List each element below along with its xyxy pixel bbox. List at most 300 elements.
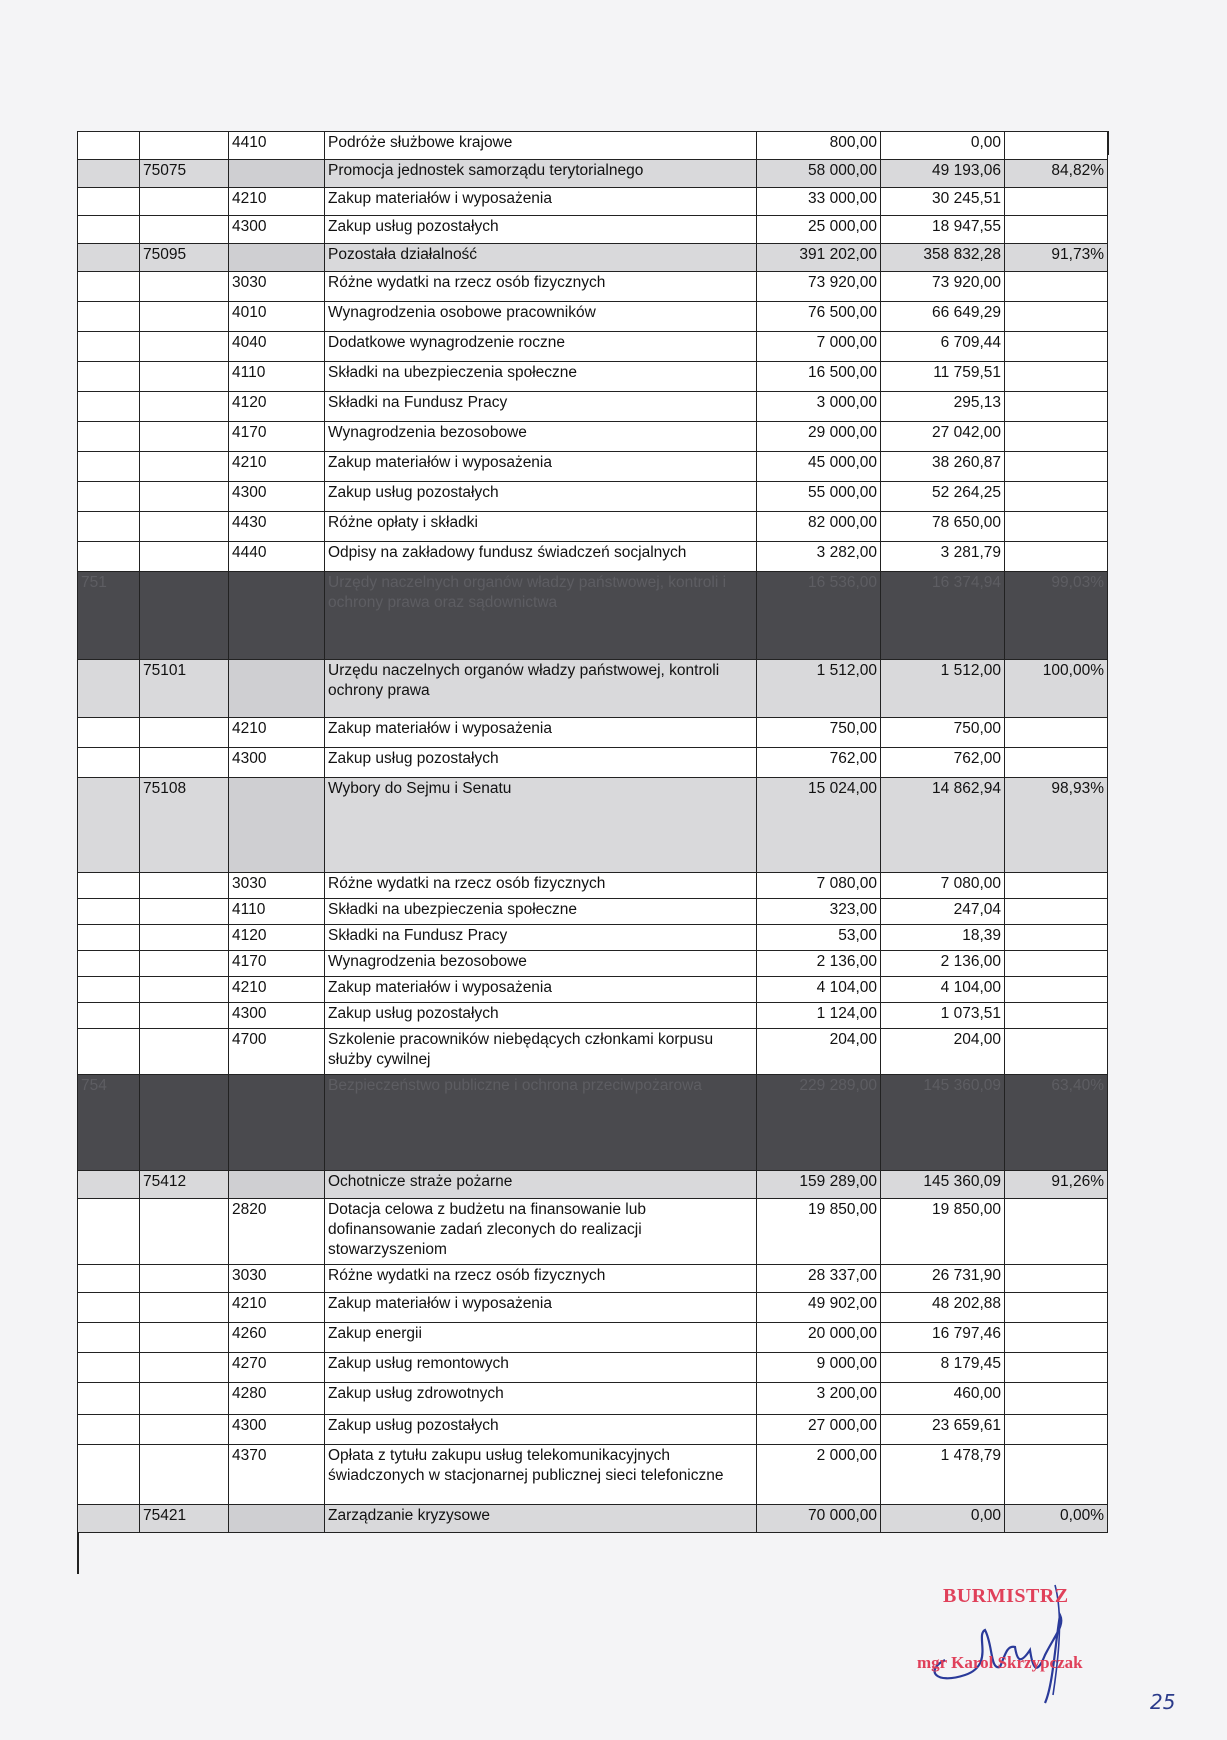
division-code-cell <box>78 216 140 244</box>
percent-cell <box>1005 718 1108 748</box>
plan-amount-cell: 25 000,00 <box>757 216 881 244</box>
description-cell: Składki na ubezpieczenia społeczne <box>325 362 757 392</box>
table-row <box>78 302 1108 332</box>
plan-amount-cell: 391 202,00 <box>757 244 881 272</box>
table-row <box>78 482 1108 512</box>
division-code-cell <box>78 1353 140 1383</box>
section-code-cell <box>140 1383 229 1415</box>
paragraph-code-cell: 4210 <box>229 1293 325 1323</box>
description-cell: Zakup usług pozostałych <box>325 482 757 512</box>
percent-cell <box>1005 482 1108 512</box>
percent-cell <box>1005 302 1108 332</box>
executed-amount-cell: 19 850,00 <box>881 1199 1005 1265</box>
paragraph-code-cell <box>229 778 325 873</box>
executed-amount-cell: 49 193,06 <box>881 160 1005 188</box>
division-code-cell <box>78 899 140 925</box>
executed-amount-cell: 1 073,51 <box>881 1003 1005 1029</box>
division-code-cell <box>78 1445 140 1505</box>
paragraph-code-cell: 4120 <box>229 925 325 951</box>
executed-amount-cell: 18,39 <box>881 925 1005 951</box>
description-cell: Dotacja celowa z budżetu na finansowanie lub dofinansowanie zadań zleconych do realizacji stowarzyszeniom <box>325 1199 757 1265</box>
section-code-cell <box>140 572 229 660</box>
plan-amount-cell: 204,00 <box>757 1029 881 1075</box>
stamp-name: mgr Karol Skrzypczak <box>917 1653 1083 1672</box>
executed-amount-cell: 204,00 <box>881 1029 1005 1075</box>
budget-table <box>77 131 1108 1533</box>
executed-amount-cell: 23 659,61 <box>881 1415 1005 1445</box>
paragraph-code-cell: 3030 <box>229 873 325 899</box>
plan-amount-cell: 3 282,00 <box>757 542 881 572</box>
description-cell: Różne opłaty i składki <box>325 512 757 542</box>
plan-amount-cell: 55 000,00 <box>757 482 881 512</box>
percent-cell: 91,26% <box>1005 1171 1108 1199</box>
plan-amount-cell: 70 000,00 <box>757 1505 881 1533</box>
section-code-cell <box>140 132 229 160</box>
paragraph-code-cell <box>229 660 325 718</box>
division-code-cell <box>78 1003 140 1029</box>
percent-cell <box>1005 1029 1108 1075</box>
paragraph-code-cell: 4280 <box>229 1383 325 1415</box>
percent-cell <box>1005 1199 1108 1265</box>
description-cell: Zakup usług pozostałych <box>325 216 757 244</box>
percent-cell <box>1005 422 1108 452</box>
subsection-row <box>78 160 1108 188</box>
division-code-cell <box>78 332 140 362</box>
percent-cell <box>1005 188 1108 216</box>
subsection-row <box>78 778 1108 873</box>
description-cell: Wynagrodzenia bezosobowe <box>325 422 757 452</box>
section-code-cell <box>140 1265 229 1293</box>
subsection-row <box>78 244 1108 272</box>
description-cell: Zakup usług pozostałych <box>325 748 757 778</box>
paragraph-code-cell: 4700 <box>229 1029 325 1075</box>
section-code-cell <box>140 1323 229 1353</box>
plan-amount-cell: 750,00 <box>757 718 881 748</box>
description-cell: Promocja jednostek samorządu terytorialnego <box>325 160 757 188</box>
section-code-cell <box>140 1199 229 1265</box>
percent-cell: 91,73% <box>1005 244 1108 272</box>
description-cell: Różne wydatki na rzecz osób fizycznych <box>325 873 757 899</box>
paragraph-code-cell: 3030 <box>229 272 325 302</box>
plan-amount-cell: 82 000,00 <box>757 512 881 542</box>
executed-amount-cell: 0,00 <box>881 1505 1005 1533</box>
section-code-cell <box>140 1445 229 1505</box>
table-row <box>78 925 1108 951</box>
paragraph-code-cell: 4040 <box>229 332 325 362</box>
section-code-cell <box>140 1003 229 1029</box>
section-code-cell: 75108 <box>140 778 229 873</box>
section-code-cell <box>140 1415 229 1445</box>
table-row <box>78 1293 1108 1323</box>
division-code-cell <box>78 1029 140 1075</box>
table-row <box>78 1029 1108 1075</box>
paragraph-code-cell: 2820 <box>229 1199 325 1265</box>
section-code-cell <box>140 216 229 244</box>
section-code-cell <box>140 362 229 392</box>
subsection-row <box>78 660 1108 718</box>
paragraph-code-cell: 4120 <box>229 392 325 422</box>
division-code-cell <box>78 160 140 188</box>
percent-cell <box>1005 512 1108 542</box>
plan-amount-cell: 7 080,00 <box>757 873 881 899</box>
executed-amount-cell: 14 862,94 <box>881 778 1005 873</box>
paragraph-code-cell <box>229 1505 325 1533</box>
table-row <box>78 977 1108 1003</box>
description-cell: Zakup usług zdrowotnych <box>325 1383 757 1415</box>
paragraph-code-cell: 4370 <box>229 1445 325 1505</box>
plan-amount-cell: 762,00 <box>757 748 881 778</box>
plan-amount-cell: 33 000,00 <box>757 188 881 216</box>
division-code-cell <box>78 132 140 160</box>
plan-amount-cell: 7 000,00 <box>757 332 881 362</box>
percent-cell <box>1005 332 1108 362</box>
executed-amount-cell: 145 360,09 <box>881 1075 1005 1171</box>
percent-cell <box>1005 1003 1108 1029</box>
paragraph-code-cell: 4110 <box>229 899 325 925</box>
plan-amount-cell: 76 500,00 <box>757 302 881 332</box>
executed-amount-cell: 38 260,87 <box>881 452 1005 482</box>
division-code-cell <box>78 302 140 332</box>
description-cell: Bezpieczeństwo publiczne i ochrona przeciwpożarowa <box>325 1075 757 1171</box>
division-code-cell <box>78 482 140 512</box>
paragraph-code-cell <box>229 1075 325 1171</box>
description-cell: Składki na Fundusz Pracy <box>325 925 757 951</box>
percent-cell <box>1005 951 1108 977</box>
plan-amount-cell: 27 000,00 <box>757 1415 881 1445</box>
section-code-cell <box>140 392 229 422</box>
table-row <box>78 1445 1108 1505</box>
division-code-cell <box>78 778 140 873</box>
paragraph-code-cell <box>229 1171 325 1199</box>
table-row <box>78 1323 1108 1353</box>
percent-cell <box>1005 132 1108 160</box>
percent-cell: 100,00% <box>1005 660 1108 718</box>
plan-amount-cell: 323,00 <box>757 899 881 925</box>
executed-amount-cell: 16 374,94 <box>881 572 1005 660</box>
executed-amount-cell: 247,04 <box>881 899 1005 925</box>
section-code-cell <box>140 272 229 302</box>
section-code-cell <box>140 1353 229 1383</box>
description-cell: Zakup materiałów i wyposażenia <box>325 977 757 1003</box>
plan-amount-cell: 16 500,00 <box>757 362 881 392</box>
table-row <box>78 1353 1108 1383</box>
section-code-cell: 75101 <box>140 660 229 718</box>
executed-amount-cell: 27 042,00 <box>881 422 1005 452</box>
table-row <box>78 1199 1108 1265</box>
table-row <box>78 542 1108 572</box>
paragraph-code-cell: 4170 <box>229 422 325 452</box>
percent-cell <box>1005 1265 1108 1293</box>
percent-cell: 0,00% <box>1005 1505 1108 1533</box>
plan-amount-cell: 229 289,00 <box>757 1075 881 1171</box>
description-cell: Różne wydatki na rzecz osób fizycznych <box>325 272 757 302</box>
paragraph-code-cell: 4270 <box>229 1353 325 1383</box>
executed-amount-cell: 2 136,00 <box>881 951 1005 977</box>
paragraph-code-cell: 4300 <box>229 1415 325 1445</box>
description-cell: Podróże służbowe krajowe <box>325 132 757 160</box>
executed-amount-cell: 8 179,45 <box>881 1353 1005 1383</box>
executed-amount-cell: 4 104,00 <box>881 977 1005 1003</box>
executed-amount-cell: 1 478,79 <box>881 1445 1005 1505</box>
table-row <box>78 873 1108 899</box>
paragraph-code-cell: 4170 <box>229 951 325 977</box>
percent-cell: 84,82% <box>1005 160 1108 188</box>
description-cell: Zakup usług pozostałych <box>325 1415 757 1445</box>
paragraph-code-cell: 4300 <box>229 748 325 778</box>
table-row <box>78 1383 1108 1415</box>
table-row <box>78 748 1108 778</box>
table-row <box>78 1415 1108 1445</box>
division-code-cell <box>78 1199 140 1265</box>
section-code-cell <box>140 718 229 748</box>
table-row <box>78 188 1108 216</box>
description-cell: Zakup usług remontowych <box>325 1353 757 1383</box>
description-cell: Szkolenie pracowników niebędących członkami korpusu służby cywilnej <box>325 1029 757 1075</box>
section-code-cell <box>140 452 229 482</box>
section-code-cell <box>140 542 229 572</box>
table-row <box>78 951 1108 977</box>
division-code-cell <box>78 660 140 718</box>
description-cell: Zakup materiałów i wyposażenia <box>325 188 757 216</box>
division-code-cell <box>78 512 140 542</box>
table-row <box>78 718 1108 748</box>
paragraph-code-cell: 4260 <box>229 1323 325 1353</box>
section-code-cell: 75421 <box>140 1505 229 1533</box>
paragraph-code-cell: 4210 <box>229 188 325 216</box>
percent-cell <box>1005 272 1108 302</box>
plan-amount-cell: 3 000,00 <box>757 392 881 422</box>
table-row <box>78 452 1108 482</box>
division-code-cell <box>78 1383 140 1415</box>
signature-stamp <box>905 1575 1105 1695</box>
section-code-cell: 75075 <box>140 160 229 188</box>
percent-cell <box>1005 1353 1108 1383</box>
table-row <box>78 216 1108 244</box>
executed-amount-cell: 52 264,25 <box>881 482 1005 512</box>
paragraph-code-cell: 4410 <box>229 132 325 160</box>
plan-amount-cell: 45 000,00 <box>757 452 881 482</box>
percent-cell <box>1005 216 1108 244</box>
executed-amount-cell: 145 360,09 <box>881 1171 1005 1199</box>
section-code-cell <box>140 332 229 362</box>
plan-amount-cell: 15 024,00 <box>757 778 881 873</box>
description-cell: Opłata z tytułu zakupu usług telekomunikacyjnych świadczonych w stacjonarnej publicznej sieci telefoniczne <box>325 1445 757 1505</box>
division-code-cell <box>78 452 140 482</box>
division-code-cell <box>78 188 140 216</box>
division-code-cell <box>78 1323 140 1353</box>
executed-amount-cell: 460,00 <box>881 1383 1005 1415</box>
plan-amount-cell: 16 536,00 <box>757 572 881 660</box>
percent-cell <box>1005 1383 1108 1415</box>
subsection-row <box>78 1171 1108 1199</box>
paragraph-code-cell: 4300 <box>229 482 325 512</box>
stamp-title: BURMISTRZ <box>943 1585 1069 1607</box>
executed-amount-cell: 30 245,51 <box>881 188 1005 216</box>
percent-cell <box>1005 748 1108 778</box>
description-cell: Urzędy naczelnych organów władzy państwowej, kontroli i ochrony prawa oraz sądownictwa <box>325 572 757 660</box>
division-code-cell <box>78 422 140 452</box>
plan-amount-cell: 159 289,00 <box>757 1171 881 1199</box>
division-code-cell <box>78 392 140 422</box>
executed-amount-cell: 66 649,29 <box>881 302 1005 332</box>
executed-amount-cell: 16 797,46 <box>881 1323 1005 1353</box>
plan-amount-cell: 28 337,00 <box>757 1265 881 1293</box>
plan-amount-cell: 29 000,00 <box>757 422 881 452</box>
executed-amount-cell: 295,13 <box>881 392 1005 422</box>
section-code-cell <box>140 1029 229 1075</box>
percent-cell <box>1005 362 1108 392</box>
section-code-cell <box>140 951 229 977</box>
plan-amount-cell: 19 850,00 <box>757 1199 881 1265</box>
division-code-cell: 751 <box>78 572 140 660</box>
paragraph-code-cell: 4300 <box>229 1003 325 1029</box>
table-row <box>78 512 1108 542</box>
description-cell: Składki na ubezpieczenia społeczne <box>325 899 757 925</box>
section-code-cell <box>140 188 229 216</box>
description-cell: Wynagrodzenia osobowe pracowników <box>325 302 757 332</box>
description-cell: Zakup materiałów i wyposażenia <box>325 452 757 482</box>
description-cell: Odpisy na zakładowy fundusz świadczeń socjalnych <box>325 542 757 572</box>
table-row <box>78 899 1108 925</box>
executed-amount-cell: 26 731,90 <box>881 1265 1005 1293</box>
percent-cell <box>1005 1445 1108 1505</box>
division-code-cell <box>78 873 140 899</box>
description-cell: Wybory do Sejmu i Senatu <box>325 778 757 873</box>
section-code-cell: 75095 <box>140 244 229 272</box>
description-cell: Zakup materiałów i wyposażenia <box>325 718 757 748</box>
description-cell: Zarządzanie kryzysowe <box>325 1505 757 1533</box>
division-code-cell <box>78 1293 140 1323</box>
paragraph-code-cell: 4010 <box>229 302 325 332</box>
paragraph-code-cell: 4210 <box>229 718 325 748</box>
plan-amount-cell: 53,00 <box>757 925 881 951</box>
executed-amount-cell: 6 709,44 <box>881 332 1005 362</box>
executed-amount-cell: 48 202,88 <box>881 1293 1005 1323</box>
section-code-cell <box>140 512 229 542</box>
percent-cell: 99,03% <box>1005 572 1108 660</box>
plan-amount-cell: 20 000,00 <box>757 1323 881 1353</box>
division-row <box>78 1075 1108 1171</box>
section-code-cell <box>140 977 229 1003</box>
description-cell: Wynagrodzenia bezosobowe <box>325 951 757 977</box>
division-code-cell: 754 <box>78 1075 140 1171</box>
division-code-cell <box>78 272 140 302</box>
paragraph-code-cell <box>229 160 325 188</box>
plan-amount-cell: 73 920,00 <box>757 272 881 302</box>
table-row <box>78 272 1108 302</box>
percent-cell: 98,93% <box>1005 778 1108 873</box>
section-code-cell: 75412 <box>140 1171 229 1199</box>
division-code-cell <box>78 977 140 1003</box>
description-cell: Dodatkowe wynagrodzenie roczne <box>325 332 757 362</box>
percent-cell <box>1005 899 1108 925</box>
table-row <box>78 1003 1108 1029</box>
division-code-cell <box>78 1505 140 1533</box>
executed-amount-cell: 18 947,55 <box>881 216 1005 244</box>
description-cell: Składki na Fundusz Pracy <box>325 392 757 422</box>
description-cell: Zakup materiałów i wyposażenia <box>325 1293 757 1323</box>
section-code-cell <box>140 302 229 332</box>
plan-amount-cell: 1 512,00 <box>757 660 881 718</box>
executed-amount-cell: 750,00 <box>881 718 1005 748</box>
paragraph-code-cell: 4430 <box>229 512 325 542</box>
executed-amount-cell: 0,00 <box>881 132 1005 160</box>
paragraph-code-cell: 4210 <box>229 977 325 1003</box>
percent-cell: 63,40% <box>1005 1075 1108 1171</box>
section-code-cell <box>140 482 229 512</box>
section-code-cell <box>140 422 229 452</box>
plan-amount-cell: 2 000,00 <box>757 1445 881 1505</box>
description-cell: Pozostała działalność <box>325 244 757 272</box>
percent-cell <box>1005 977 1108 1003</box>
table-row <box>78 362 1108 392</box>
division-code-cell <box>78 951 140 977</box>
table-row <box>78 332 1108 362</box>
paragraph-code-cell: 3030 <box>229 1265 325 1293</box>
executed-amount-cell: 11 759,51 <box>881 362 1005 392</box>
division-code-cell <box>78 244 140 272</box>
executed-amount-cell: 7 080,00 <box>881 873 1005 899</box>
plan-amount-cell: 2 136,00 <box>757 951 881 977</box>
division-code-cell <box>78 925 140 951</box>
description-cell: Urzędu naczelnych organów władzy państwowej, kontroli ochrony prawa <box>325 660 757 718</box>
division-code-cell <box>78 542 140 572</box>
executed-amount-cell: 78 650,00 <box>881 512 1005 542</box>
plan-amount-cell: 800,00 <box>757 132 881 160</box>
division-code-cell <box>78 718 140 748</box>
paragraph-code-cell: 4440 <box>229 542 325 572</box>
division-code-cell <box>78 1171 140 1199</box>
division-code-cell <box>78 1415 140 1445</box>
description-cell: Zakup usług pozostałych <box>325 1003 757 1029</box>
division-row <box>78 572 1108 660</box>
percent-cell <box>1005 873 1108 899</box>
percent-cell <box>1005 925 1108 951</box>
table-row <box>78 392 1108 422</box>
description-cell: Ochotnicze straże pożarne <box>325 1171 757 1199</box>
plan-amount-cell: 3 200,00 <box>757 1383 881 1415</box>
executed-amount-cell: 1 512,00 <box>881 660 1005 718</box>
executed-amount-cell: 73 920,00 <box>881 272 1005 302</box>
plan-amount-cell: 9 000,00 <box>757 1353 881 1383</box>
executed-amount-cell: 762,00 <box>881 748 1005 778</box>
division-code-cell <box>78 362 140 392</box>
paragraph-code-cell: 4210 <box>229 452 325 482</box>
section-code-cell <box>140 748 229 778</box>
section-code-cell <box>140 1293 229 1323</box>
plan-amount-cell: 58 000,00 <box>757 160 881 188</box>
plan-amount-cell: 49 902,00 <box>757 1293 881 1323</box>
percent-cell <box>1005 1323 1108 1353</box>
description-cell: Zakup energii <box>325 1323 757 1353</box>
percent-cell <box>1005 1293 1108 1323</box>
percent-cell <box>1005 392 1108 422</box>
section-code-cell <box>140 925 229 951</box>
section-code-cell <box>140 873 229 899</box>
section-code-cell <box>140 1075 229 1171</box>
page-number: 25 <box>1150 1690 1176 1714</box>
percent-cell <box>1005 452 1108 482</box>
paragraph-code-cell <box>229 572 325 660</box>
division-code-cell <box>78 1265 140 1293</box>
percent-cell <box>1005 542 1108 572</box>
subsection-row <box>78 1505 1108 1533</box>
percent-cell <box>1005 1415 1108 1445</box>
plan-amount-cell: 1 124,00 <box>757 1003 881 1029</box>
paragraph-code-cell: 4110 <box>229 362 325 392</box>
executed-amount-cell: 3 281,79 <box>881 542 1005 572</box>
executed-amount-cell: 358 832,28 <box>881 244 1005 272</box>
